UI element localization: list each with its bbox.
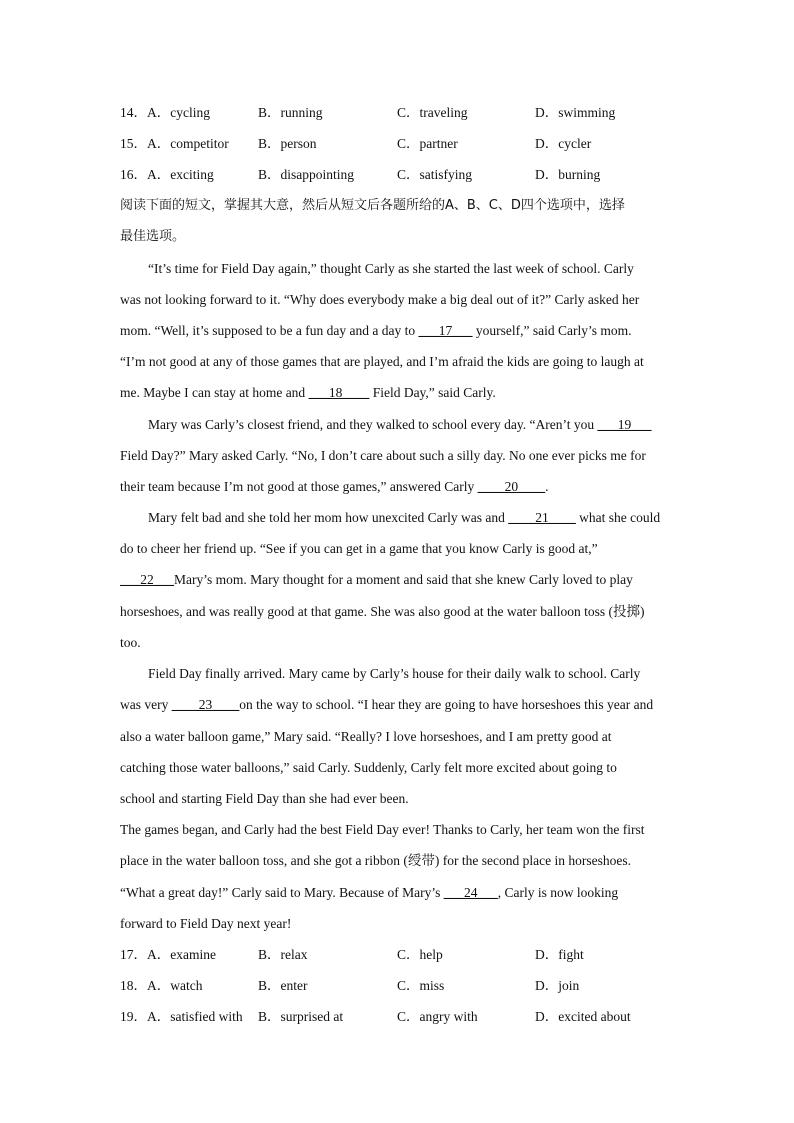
question-19-option-d: D．excited about — [535, 1009, 631, 1024]
question-17 — [120, 939, 680, 970]
blank-22: ___22___ — [120, 572, 174, 587]
question-16-option-c: C．satisfying — [397, 167, 473, 182]
passage-line: horseshoes, and was really good at that game. She was also good at the water balloon toss (投掷) — [120, 604, 645, 619]
question-18 — [120, 970, 680, 1001]
question-15-option-b: B．person — [258, 136, 317, 151]
question-16-option-a: 16．A．exciting — [120, 167, 214, 182]
passage-line: was very ____23____on the way to school. “I hear they are going to have horseshoes this year and — [120, 697, 654, 712]
question-18-option-a: 18．A．watch — [120, 978, 203, 993]
passage-line: “What a great day!” Carly said to Mary. Because of Mary’s ___24___, Carly is now looking — [120, 885, 619, 900]
question-18-option-b: B．enter — [258, 978, 308, 993]
passage-line: Field Day?” Mary asked Carly. “No, I don’t care about such a silly day. No one ever picks me for — [120, 448, 646, 463]
question-18-option-c: C．miss — [397, 978, 445, 993]
blank-20: ____20____ — [477, 479, 546, 494]
passage-line: ___22___Mary’s mom. Mary thought for a moment and said that she knew Carly loved to play — [120, 572, 633, 587]
question-18-option-d: D．join — [535, 978, 580, 993]
question-15-option-a: 15．A．competitor — [120, 136, 229, 151]
question-17-option-b: B．relax — [258, 947, 308, 962]
question-14-option-a: 14．A．cycling — [120, 105, 210, 120]
passage-line: forward to Field Day next year! — [120, 916, 292, 931]
passage-line: Mary was Carly’s closest friend, and they walked to school every day. “Aren’t you ___19___ — [148, 417, 652, 432]
question-14 — [120, 97, 680, 128]
question-19-option-c: C．angry with — [397, 1009, 478, 1024]
passage-line: catching those water balloons,” said Carly. Suddenly, Carly felt more excited about going to — [120, 760, 617, 775]
question-19 — [120, 1001, 680, 1032]
blank-21: ____21____ — [508, 510, 576, 525]
passage-line: their team because I’m not good at those games,” answered Carly ____20____. — [120, 479, 549, 494]
question-16 — [120, 159, 680, 190]
blank-17: ___17___ — [418, 323, 473, 338]
question-17-option-a: 17．A．examine — [120, 947, 216, 962]
passage-line: “I’m not good at any of those games that are played, and I’m afraid the kids are going to laugh at — [120, 354, 644, 369]
question-15 — [120, 128, 680, 159]
question-19-option-a: 19．A．satisfied with — [120, 1009, 243, 1024]
passage-line: mom. “Well, it’s supposed to be a fun day and a day to ___17___ yourself,” said Carly’s mom. — [120, 323, 632, 338]
passage-line: Mary felt bad and she told her mom how unexcited Carly was and ____21____ what she could — [148, 510, 661, 525]
passage-line: was not looking forward to it. “Why does everybody make a big deal out of it?” Carly asked her — [120, 292, 640, 307]
passage-line: also a water balloon game,” Mary said. “Really? I love horseshoes, and I am pretty good at — [120, 729, 612, 744]
blank-24: ___24___ — [443, 885, 498, 900]
passage-line: too. — [120, 635, 141, 650]
question-14-option-b: B．running — [258, 105, 323, 120]
instructions-line-1: 阅读下面的短文，掌握其大意，然后从短文后各题所给的A、B、C、D四个选项中，选择 — [120, 198, 625, 213]
question-14-option-c: C．traveling — [397, 105, 468, 120]
passage-line: “It’s time for Field Day again,” thought Carly as she started the last week of school. Carly — [148, 261, 634, 276]
question-14-option-d: D．swimming — [535, 105, 616, 120]
question-15-option-c: C．partner — [397, 136, 458, 151]
question-17-option-c: C．help — [397, 947, 443, 962]
passage-line: school and starting Field Day than she had ever been. — [120, 791, 409, 806]
blank-19: ___19___ — [597, 417, 652, 432]
passage-line: place in the water balloon toss, and she got a ribbon (绶带) for the second place in horseshoes. — [120, 853, 631, 868]
blank-18: ___18____ — [308, 385, 370, 400]
instructions-line-2: 最佳选项。 — [120, 229, 186, 244]
passage-line: The games began, and Carly had the best Field Day ever! Thanks to Carly, her team won the first — [120, 822, 645, 837]
passage-line: me. Maybe I can stay at home and ___18____ Field Day,” said Carly. — [120, 385, 496, 400]
passage-line: do to cheer her friend up. “See if you can get in a game that you know Carly is good at,” — [120, 541, 598, 556]
question-19-option-b: B．surprised at — [258, 1009, 344, 1024]
question-17-option-d: D．fight — [535, 947, 584, 962]
blank-23: ____23____ — [171, 697, 240, 712]
question-15-option-d: D．cycler — [535, 136, 592, 151]
question-16-option-d: D．burning — [535, 167, 601, 182]
passage-line: Field Day finally arrived. Mary came by Carly’s house for their daily walk to school. Carly — [148, 666, 641, 681]
question-16-option-b: B．disappointing — [258, 167, 355, 182]
